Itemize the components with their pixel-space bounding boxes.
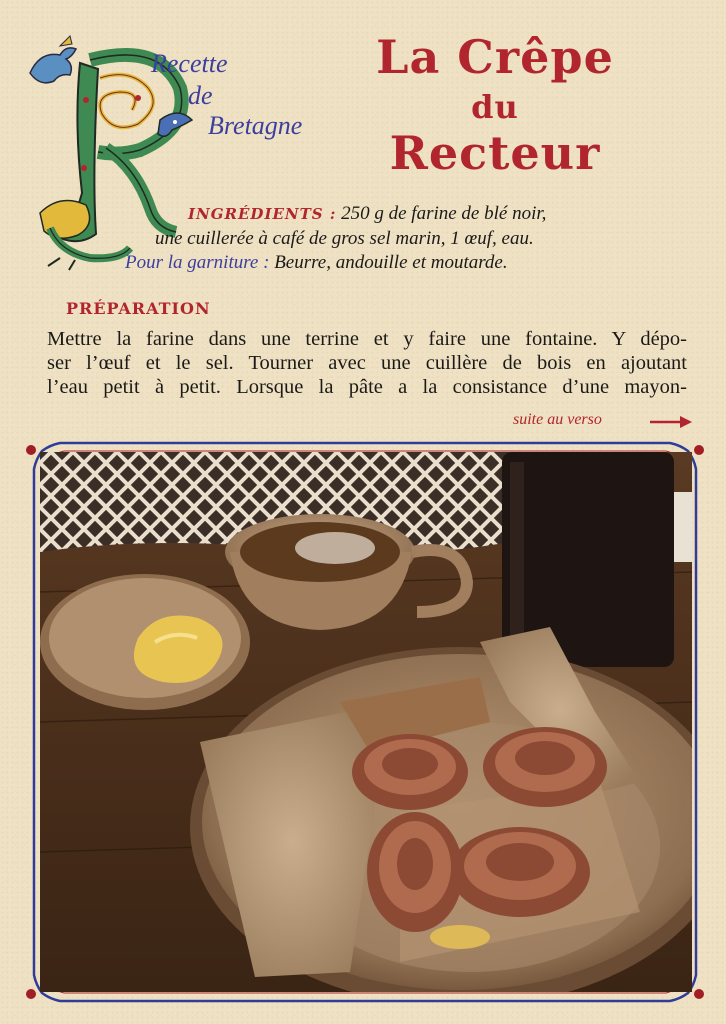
preparation-line: l’eau petit à petit. Lorsque la pâte a la consistance d’une mayon- [47,376,687,398]
frame-corner-dot [694,445,704,455]
frame-corner-dot [26,445,36,455]
frame-corner-dot [26,989,36,999]
arrow-right-icon [648,415,694,429]
preparation-line: ser l’œuf et le sel. Tourner avec une cuillère de bois en ajoutant [47,352,687,374]
garnish-line [125,252,685,274]
preparation-heading: PRÉPARATION [66,299,211,318]
title-line3: Recteur [389,126,601,180]
title-line1: La Crêpe [376,30,614,84]
ingredients-line1 [188,203,648,225]
preparation-line: Mettre la farine dans une terrine et y faire une fontaine. Y dépo- [47,328,687,350]
garnish-text: Beurre, andouille et moutarde. [274,252,508,273]
butter [430,925,490,949]
recipe-origin-line1: Recette [151,49,228,78]
preparation-text [47,327,687,399]
frame-corner-dot [694,989,704,999]
ingredients-label: INGRÉDIENTS : [188,205,337,223]
garnish-label: Pour la garniture : [125,252,270,273]
ingredients-line2: une cuillerée à café de gros sel marin, 1 œuf, eau. [155,228,534,249]
recipe-origin-line2: de [188,81,213,110]
continued-on-back-text: suite au verso [513,411,602,428]
food-photo [40,452,692,992]
recipe-origin-line3: Bretagne [208,111,303,140]
title-line2: du [471,88,519,126]
ingredients-text1: 250 g de farine de blé noir, [341,203,547,224]
